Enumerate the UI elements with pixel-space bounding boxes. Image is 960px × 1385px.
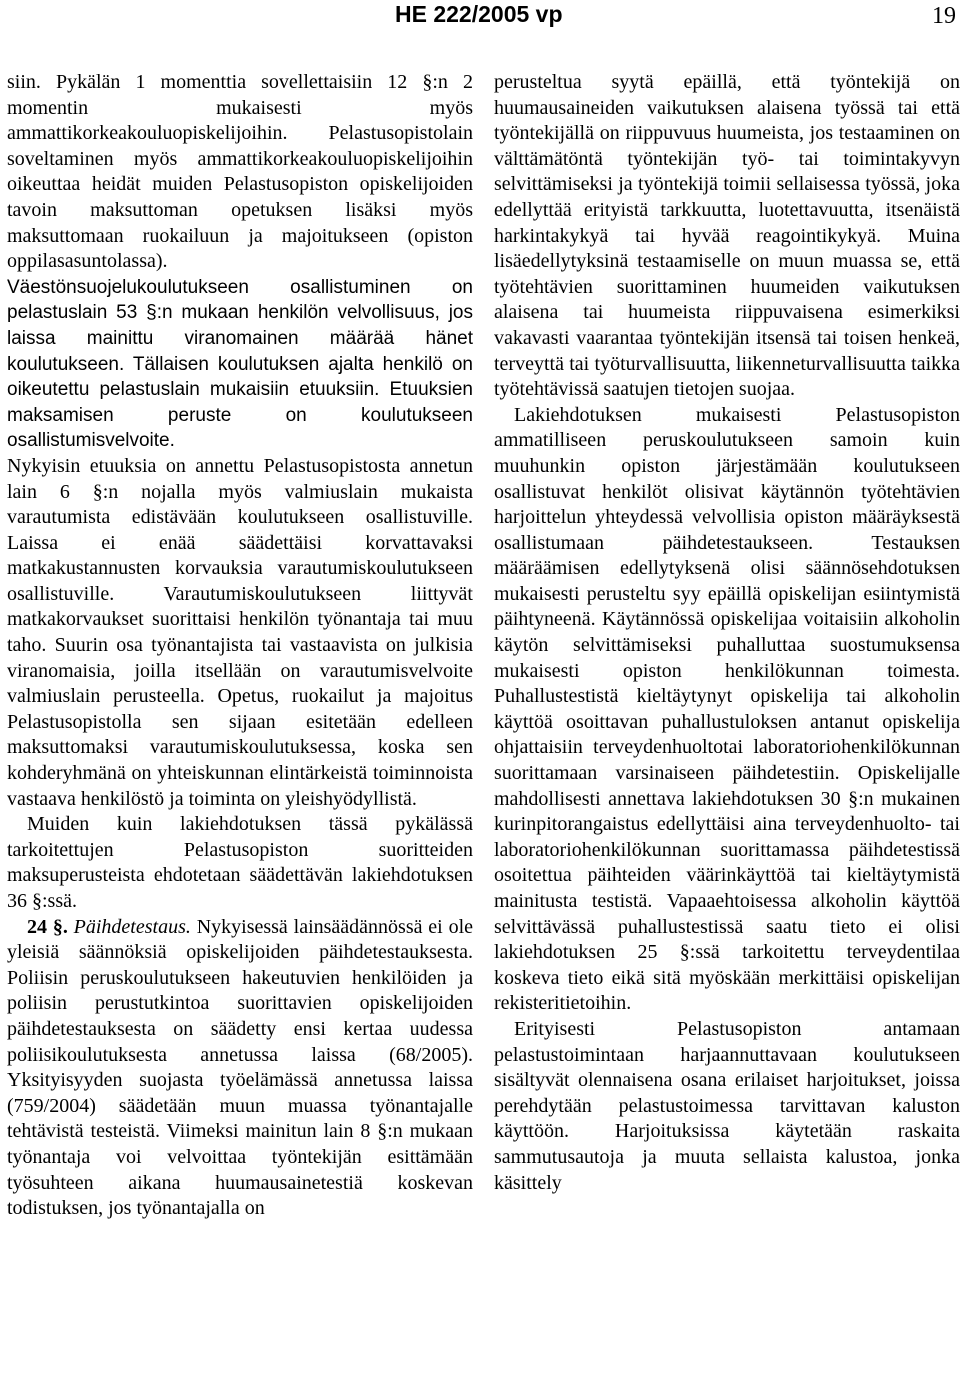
section-number: 24 §. xyxy=(27,915,68,938)
right-column xyxy=(494,70,960,1196)
paragraph: Väestönsuojelukoulutukseen osallistuminen on pelastuslain 53 §:n mukaan henkilön velvollisuus, jos laissa mainittu viranomainen määrää hänet koulutukseen. Tällaisen koulutuksen ajalta henkilö on oikeutettu pelastuslain mukaisiin etuuksiin. Etuuksien maksamisen peruste on koulutukseen osallistumisvelvoite. xyxy=(7,276,473,452)
left-column xyxy=(7,70,473,1222)
page-number: 19 xyxy=(932,3,956,29)
document-id: HE 222/2005 vp xyxy=(395,1,563,27)
paragraph: Lakiehdotuksen mukaisesti Pelastusopiston ammatilliseen peruskoulutukseen samoin kuin muuhunkin opiston järjestämään koulutukseen osallistuvat henkilöt olisivat käytännön työtehtävien harjoittelun yhteydessä velvollisia opiston määräyksestä osallistumaan päihdetestaukseen. Testauksen määräämisen edellytyksenä olisi säännösehdotuksen mukaisesti perusteltu syy epäillä opiskelijan esiintymistä päihtyneenä. Käytännössä opiskelijaa voitaisiin alkoholin käytön selvittämiseksi puhalluttaa suostumuksensa mukaisesti opiston henkilökunnan toimesta. Puhallustestistä kieltäytynyt opiskelija tai alkoholin käyttöä osoittavan puhallustuloksen antanut opiskelija ohjattaisiin terveydenhuoltotai laboratoriohenkilökunnan suorittamaan varsinaiseen päihdetestiin. Opiskelijalle mahdollisesti annettava lakiehdotuksen 30 §:n mukainen kurinpitorangaistus edellyttäisi aina terveydenhuolto- tai laboratoriohenkilökunnan suorittamassa päihdetestissä osoitettua päihteiden väärinkäyttöä tai kieltäytymistä mainitusta testistä. Vapaaehtoisessa alkoholin käyttöä selvittävässä puhallustestissä saatu tieto ei olisi lakiehdotuksen 25 §:ssä tarkoitettu terveydentilaa koskeva tieto eikä sitä myöskään merkittäisi opiskelijan rekisteritietoihin. xyxy=(494,403,960,1015)
page-header xyxy=(0,0,960,50)
section-text: Nykyisessä lainsäädännössä ei ole yleisiä säännöksiä opiskelijoiden päihdetestauksesta. Poliisin peruskoulutukseen hakeutuvien henkilöiden ja poliisin perustutkintoa suorittavien opiskelijoiden päihdetestauksesta on säädetty ensi kertaa uudessa poliisikoulutuksesta annetussa laissa (68/2005). Yksityisyyden suojasta työelämässä annetussa laissa (759/2004) säädetään muun muassa työnantajalle tehtävistä testeistä. Viimeksi mainitun lain 8 §:n mukaan työnantaja voi velvoittaa työntekijän esittämään työsuhteen aikana huumausainetestiä koskevan todistuksen, jos työnantajalla on xyxy=(7,915,473,1220)
paragraph: Muiden kuin lakiehdotuksen tässä pykälässä tarkoitettujen Pelastusopiston suoritteiden maksuperusteista ehdotetaan säädettävän lakiehdotuksen 36 §:ssä. xyxy=(7,813,473,912)
paragraph: perusteltua syytä epäillä, että työntekijä on huumausaineiden vaikutuksen alaisena työssä tai että työntekijällä on riippuvuus huumeista, jos testaaminen on välttämätöntä työntekijän työ- tai toimintakyvyn selvittämiseksi ja työntekijä toimii sellaisessa työssä, joka edellyttää erityistä tarkkuutta, luotettavuutta, itsenäistä harkintakykyä tai hyvää reagointikykyä. Muina lisäedellytyksinä testaamiselle on muun muassa se, että työtehtävien suorittaminen huumeiden vaikutuksen alaisena tai huumeista riippuvaisena esimerkiksi vakavasti vaarantaa työntekijän itsensä tai toisen henkeä, terveyttä tai työturvallisuutta, liikenneturvallisuutta taikka työtehtävissä saatujen tietojen suojaa. xyxy=(494,71,960,401)
section-24-paragraph xyxy=(7,915,473,1222)
paragraph: Erityisesti Pelastusopiston antamaan pelastustoimintaan harjaannuttavaan koulutukseen sisältyvät olennaisena osana erilaiset harjoitukset, joissa perehdytään pelastustoimessa tarvittavan kaluston käyttöön. Harjoituksissa käytetään raskaita sammutusautoja ja muuta sellaista kalustoa, jonka käsittely xyxy=(494,1017,960,1194)
paragraph: siin. Pykälän 1 momenttia sovellettaisiin 12 §:n 2 momentin mukaisesti myös ammattikorkeakouluopiskelijoihin. Pelastusopistolain soveltaminen myös ammattikorkeakouluopiskelijoihin oikeuttaa heidät muiden Pelastusopiston opiskelijoiden tavoin maksuttoman opetuksen lisäksi myös maksuttomaan ruokailuun ja majoitukseen (opiston oppilasasuntolassa). xyxy=(7,71,473,273)
paragraph: Nykyisin etuuksia on annettu Pelastusopistosta annetun lain 6 §:n nojalla myös valmiuslain mukaista varautumista edistävään koulutukseen osallistuville. Laissa ei enää säädettäisi korvattavaksi matkakustannusten korvauksia varautumiskoulutukseen osallistuville. Varautumiskoulutukseen liittyvät matkakorvaukset suorittaisi henkilön työnantaja tai muu taho. Suurin osa työnantajista tai vastaavista on julkisia viranomaisia, joilla itsellään on varautumisvelvoite valmiuslain perusteella. Opetus, ruokailut ja majoitus Pelastusopistolla sen sijaan esitetään edelleen maksuttomaksi varautumiskoulutuksessa, koska sen kohderyhmänä on yhteiskunnan elintärkeistä toiminnoista vastaava henkilöstö ja toiminta on yleishyödyllistä. xyxy=(7,454,473,810)
section-heading: Päihdetestaus. xyxy=(73,915,191,938)
